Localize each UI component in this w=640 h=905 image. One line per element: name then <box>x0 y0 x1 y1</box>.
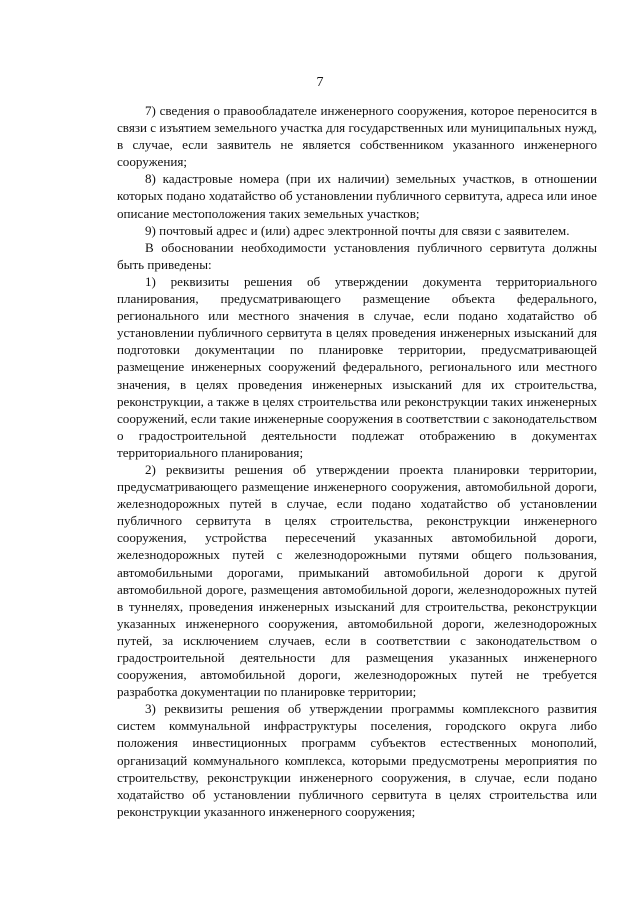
paragraph-item-9: 9) почтовый адрес и (или) адрес электронной почты для связи с заявителем. <box>145 222 570 238</box>
paragraph-item-8: 8) кадастровые номера (при их наличии) земельных участков, в отношении которых подано ходатайство об установлении публичного сервитута, адреса или иное описание местоположения таких земельных участков; <box>117 171 597 221</box>
page-number: 7 <box>316 75 324 90</box>
paragraph-justification-2: 2) реквизиты решения об утверждении проекта планировки территории, предусматривающего размещение инженерного сооружения, автомобильной дороги, железнодорожных путей в случае, если подано ходатайство об установлении публичного сервитута в целях строительства, реконструкции инженерного сооружения, устройства пересечений указанных автомобильной дороги, железнодорожных путей с железнодорожными путями общего пользования, автомобильными дорогами, примыканий автомобильной дороги к другой автомобильной дороге, размещения автомобильной дороги, железнодорожных путей в туннелях, проведения инженерных изысканий для строительства, реконструкции указанных инженерного сооружения, автомобильной дороги, железнодорожных путей, за исключением случаев, если в соответствии с законодательством о градостроительной деятельности для размещения указанных инженерного сооружения, автомобильной дороги, железнодорожных путей не требуется разработка документации по планировке территории; <box>117 461 597 700</box>
paragraph-justification-1: 1) реквизиты решения об утверждении документа территориального планирования, предусматривающего размещение объекта федерального, регионального или местного значения в случае, если подано ходатайство об установлении публичного сервитута в целях проведения инженерных изысканий для подготовки документации по планировке территории, предусматривающей размещение инженерных сооружений федерального, регионального или местного значения, в целях проведения инженерных изысканий для их строительства, реконструкции, а также в целях строительства или реконструкции таких инженерных сооружений, если такие инженерные сооружения в соответствии с законодательством о градостроительной деятельности подлежат отображению в документах территориального планирования; <box>117 273 598 460</box>
paragraph-justification-intro: В обосновании необходимости установления публичного сервитута должны быть приведены: <box>117 239 597 272</box>
paragraph-justification-3: 3) реквизиты решения об утверждении программы комплексного развития систем коммунальной инфраструктуры поселения, городского округа либо положения инвестиционных программ субъектов естественных монополий, организаций коммунального комплекса, которыми предусмотрены мероприятия по строительству, реконструкции инженерного сооружения, в случае, если подано ходатайство об установлении публичного сервитута в целях строительства или реконструкции указанного инженерного сооружения; <box>117 701 597 819</box>
document-body <box>117 102 597 820</box>
paragraph-item-7: 7) сведения о правообладателе инженерного сооружения, которое переносится в связи с изъятием земельного участка для государственных или муниципальных нужд, в случае, если заявитель не является собственником указанного инженерного сооружения; <box>117 103 597 170</box>
